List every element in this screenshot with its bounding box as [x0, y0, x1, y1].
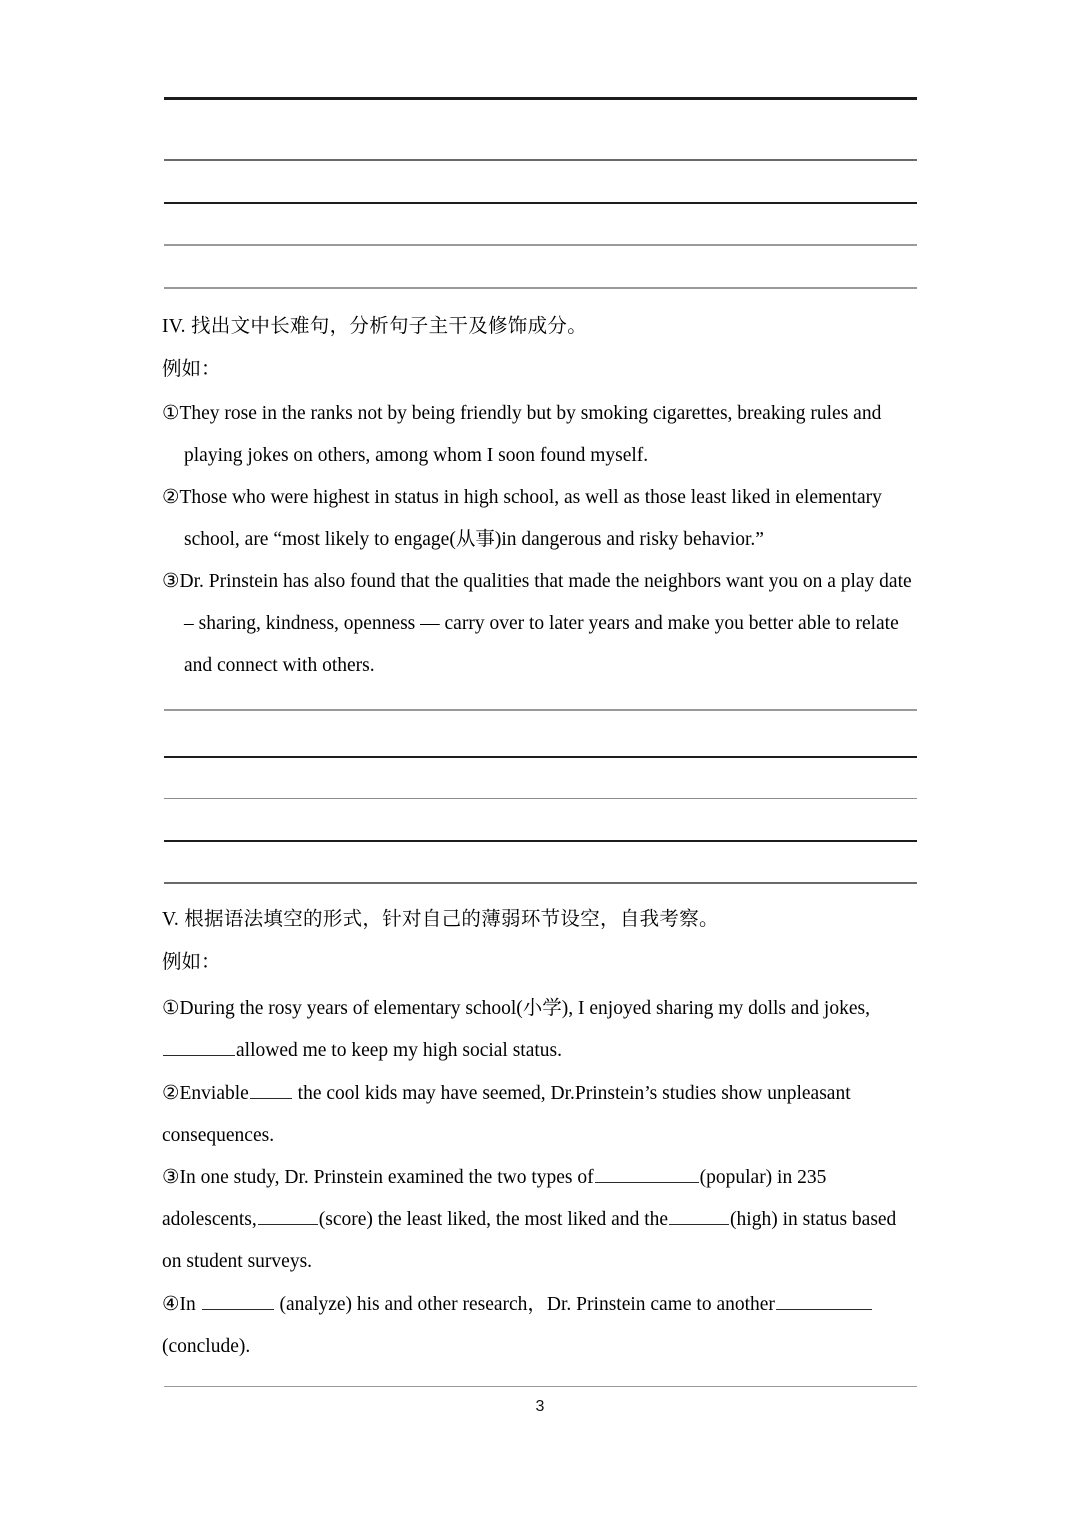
- section-v-item-1: [162, 988, 924, 1072]
- item-text: on student surveys.: [162, 1251, 313, 1272]
- item-text: and connect with others.: [184, 655, 375, 676]
- item-text: During the rosy years of elementary school(小学), I enjoyed sharing my dolls and jokes,: [179, 998, 870, 1019]
- item-text: Enviable: [179, 1083, 249, 1104]
- section-v-item-4: [162, 1284, 924, 1368]
- answer-line: [164, 287, 917, 289]
- page-number: 3: [535, 1398, 545, 1415]
- item-marker: ②: [162, 487, 180, 508]
- answer-line: [164, 159, 917, 161]
- item-text: playing jokes on others, among whom I soon found myself.: [184, 445, 649, 466]
- item-text: Dr. Prinstein has also found that the qualities that made the neighbors want you on a play date: [179, 571, 912, 592]
- item-text: school, are “most likely to engage(从事)in dangerous and risky behavior.”: [184, 529, 764, 550]
- answer-line: [164, 840, 917, 842]
- section-iv-item-3: [162, 561, 924, 687]
- item-text: consequences.: [162, 1125, 275, 1146]
- section-iv-item-1: [162, 393, 924, 477]
- section-v-item-3: [162, 1157, 924, 1283]
- item-marker: ①: [162, 403, 180, 424]
- answer-line: [164, 709, 917, 711]
- answer-line: [164, 882, 917, 884]
- fill-blank[interactable]: [163, 1040, 235, 1056]
- item-text: (popular) in 235: [699, 1167, 827, 1188]
- section-iv-item-2: [162, 477, 924, 561]
- fill-blank[interactable]: [258, 1209, 318, 1225]
- item-text: (score) the least liked, the most liked and the: [318, 1209, 669, 1230]
- item-text: the cool kids may have seemed, Dr.Prinstein’s studies show unpleasant: [297, 1083, 851, 1104]
- item-marker: ④: [162, 1294, 180, 1315]
- answer-line: [164, 202, 917, 204]
- section-v-heading: V. 根据语法填空的形式，针对自己的薄弱环节设空，自我考察。: [162, 909, 719, 930]
- fill-blank[interactable]: [669, 1209, 729, 1225]
- section-iv-example-label: 例如：: [162, 359, 221, 380]
- fill-blank[interactable]: [202, 1294, 274, 1310]
- fill-blank[interactable]: [250, 1083, 292, 1099]
- item-text: allowed me to keep my high social status.: [236, 1040, 563, 1061]
- item-text: They rose in the ranks not by being friendly but by smoking cigarettes, breaking rules and: [179, 403, 882, 424]
- item-text: – sharing, kindness, openness — carry over to later years and make you better able to relate: [184, 613, 899, 634]
- section-v-example-label: 例如：: [162, 952, 221, 973]
- item-text: (high) in status based: [730, 1209, 897, 1230]
- item-marker: ③: [162, 571, 180, 592]
- item-text: (analyze) his and other research，Dr. Prinstein came to another: [279, 1294, 775, 1315]
- section-iv-heading: IV. 找出文中长难句，分析句子主干及修饰成分。: [162, 316, 588, 337]
- answer-line: [164, 97, 917, 100]
- answer-line: [164, 244, 917, 246]
- item-text: (conclude).: [162, 1336, 251, 1357]
- footer-divider: [164, 1386, 917, 1387]
- answer-line: [164, 798, 917, 799]
- item-text: adolescents,: [162, 1209, 257, 1230]
- fill-blank[interactable]: [595, 1167, 699, 1183]
- section-v-item-2: [162, 1073, 924, 1157]
- item-marker: ②: [162, 1083, 180, 1104]
- item-text: In: [179, 1294, 196, 1315]
- item-text: In one study, Dr. Prinstein examined the two types of: [179, 1167, 594, 1188]
- item-marker: ③: [162, 1167, 180, 1188]
- answer-line: [164, 756, 917, 758]
- item-text: Those who were highest in status in high school, as well as those least liked in elementary: [179, 487, 882, 508]
- fill-blank[interactable]: [776, 1294, 872, 1310]
- item-marker: ①: [162, 998, 180, 1019]
